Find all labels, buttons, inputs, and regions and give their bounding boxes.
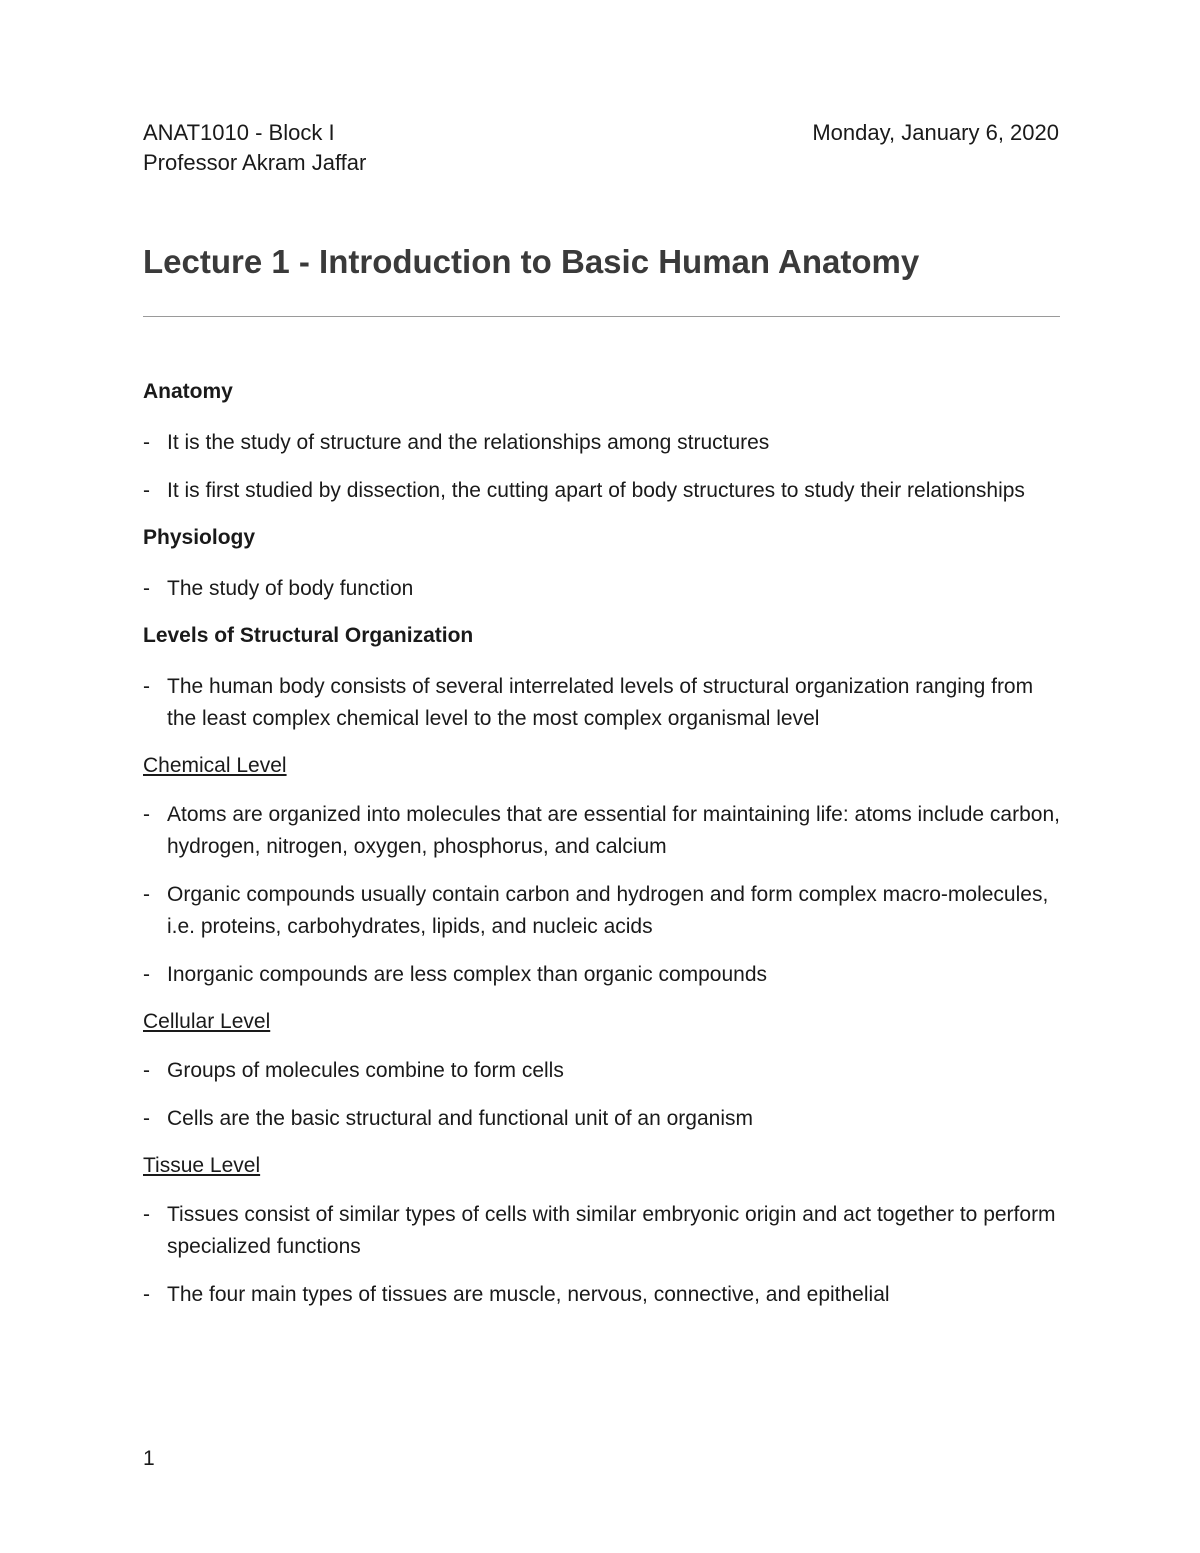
header-left	[143, 118, 366, 178]
bullet-dash: -	[143, 675, 150, 698]
bullet-dash: -	[143, 1107, 150, 1130]
bullet-item	[143, 475, 1060, 507]
bullet-item	[143, 959, 1060, 991]
bullet-item	[143, 1055, 1060, 1087]
bullet-dash: -	[143, 883, 150, 906]
page-title: Lecture 1 - Introduction to Basic Human Anatomy	[143, 243, 920, 280]
title-divider	[143, 316, 1060, 317]
bullet-text: It is the study of structure and the relationships among structures	[167, 431, 770, 454]
bullet-text: The four main types of tissues are muscle, nervous, connective, and epithelial	[167, 1283, 890, 1306]
bullet-text: Atoms are organized into molecules that are essential for maintaining life: atoms include carbon, hydrogen, nitrogen, oxygen, phosphorus, and calcium	[167, 803, 1060, 858]
section-heading-levels: Levels of Structural Organization	[143, 624, 474, 647]
bullet-item	[143, 1199, 1060, 1263]
bullet-item	[143, 1103, 1060, 1135]
section-heading-anatomy: Anatomy	[143, 380, 233, 403]
bullet-item	[143, 573, 1060, 605]
bullet-dash: -	[143, 577, 150, 600]
bullet-text: Inorganic compounds are less complex than organic compounds	[167, 963, 768, 986]
bullet-item	[143, 671, 1060, 735]
bullet-item	[143, 1279, 1060, 1311]
bullet-item	[143, 879, 1060, 943]
bullet-text: It is first studied by dissection, the cutting apart of body structures to study their relationships	[167, 479, 1025, 502]
bullet-dash: -	[143, 803, 150, 826]
page-number: 1	[143, 1447, 155, 1470]
bullet-dash: -	[143, 1283, 150, 1306]
bullet-text: Tissues consist of similar types of cells with similar embryonic origin and act together to perform specialized functions	[167, 1203, 1056, 1258]
professor-name: Professor Akram Jaffar	[143, 150, 367, 175]
bullet-text: The study of body function	[167, 577, 414, 600]
subheading-cellular-level: Cellular Level	[143, 1010, 271, 1033]
subheading-tissue-level: Tissue Level	[143, 1154, 261, 1177]
subheading-chemical-level: Chemical Level	[143, 754, 287, 777]
bullet-text: Cells are the basic structural and functional unit of an organism	[167, 1107, 753, 1130]
bullet-dash: -	[143, 1059, 150, 1082]
lecture-content	[143, 377, 1060, 1327]
bullet-dash: -	[143, 479, 150, 502]
section-heading-physiology: Physiology	[143, 526, 256, 549]
bullet-dash: -	[143, 431, 150, 454]
bullet-text: The human body consists of several interrelated levels of structural organization ranging from the least complex chemical level to the most complex organismal level	[167, 675, 1034, 730]
lecture-date: Monday, January 6, 2020	[812, 120, 1059, 145]
bullet-dash: -	[143, 963, 150, 986]
course-code: ANAT1010 - Block I	[143, 120, 335, 145]
bullet-item	[143, 427, 1060, 459]
bullet-text: Organic compounds usually contain carbon and hydrogen and form complex macro-molecules, i.e. proteins, carbohydrates, lipids, and nucleic acids	[167, 883, 1049, 938]
bullet-text: Groups of molecules combine to form cells	[167, 1059, 564, 1082]
bullet-dash: -	[143, 1203, 150, 1226]
bullet-item	[143, 799, 1060, 863]
